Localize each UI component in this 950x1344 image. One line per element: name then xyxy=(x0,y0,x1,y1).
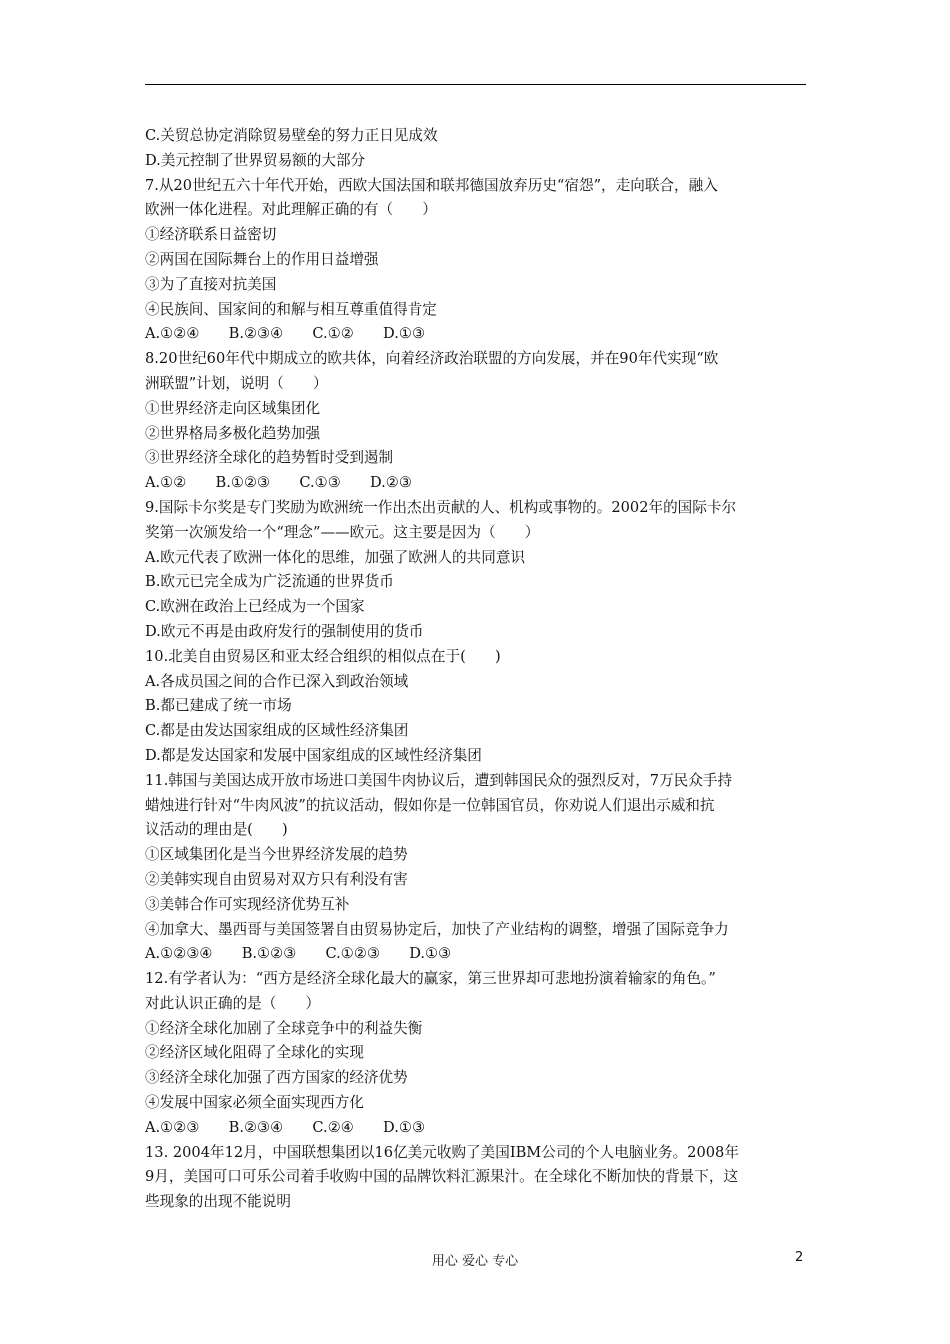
text-line: D.美元控制了世界贸易额的大部分 xyxy=(145,151,366,169)
text-line: C.关贸总协定消除贸易壁垒的努力正日见成效 xyxy=(145,127,438,144)
document-body xyxy=(145,124,810,1215)
text-line: D.欧元不再是由政府发行的强制使用的货币 xyxy=(145,622,424,640)
text-line: ③世界经济全球化的趋势暂时受到遏制 xyxy=(145,449,394,467)
text-line: ③美韩合作可实现经济优势互补 xyxy=(145,895,350,913)
text-line: A.欧元代表了欧洲一体化的思维，加强了欧洲人的共同意识 xyxy=(145,548,526,566)
text-line: ①经济联系日益密切 xyxy=(145,226,277,244)
text-line: C.都是由发达国家组成的区域性经济集团 xyxy=(145,722,409,740)
text-line: ③经济全球化加强了西方国家的经济优势 xyxy=(145,1069,408,1087)
text-line: ②世界格局多极化趋势加强 xyxy=(145,424,321,442)
text-line: 些现象的出现不能说明 xyxy=(145,1193,291,1211)
text-line: 议活动的理由是( ) xyxy=(145,821,288,839)
text-line: ①区域集团化是当今世界经济发展的趋势 xyxy=(145,846,408,864)
footer-slogan: 用心 爱心 专心 xyxy=(431,1254,519,1269)
text-line: ②美韩实现自由贸易对双方只有利没有害 xyxy=(145,870,408,888)
text-line: 8.20世纪60年代中期成立的欧共体，向着经济政治联盟的方向发展，并在90年代实现“欧 xyxy=(145,350,719,368)
text-line: D.都是发达国家和发展中国家组成的区域性经济集团 xyxy=(145,746,482,764)
page-number: 2 xyxy=(795,1250,804,1265)
text-line: 13. 2004年12月，中国联想集团以16亿美元收购了美国IBM公司的个人电脑业务。2008年 xyxy=(145,1143,739,1161)
text-line: 对此认识正确的是（ ） xyxy=(145,994,321,1012)
text-line: B.都已建成了统一市场 xyxy=(145,697,292,715)
text-line: A.①②③ B.②③④ C.②④ D.①③ xyxy=(145,1118,426,1136)
text-line: ③为了直接对抗美国 xyxy=(145,275,277,293)
text-line: 9月，美国可口可乐公司着手收购中国的品牌饮料汇源果汁。在全球化不断加快的背景下，这 xyxy=(145,1168,739,1186)
text-line: 蜡烛进行针对“牛肉风波”的抗议活动，假如你是一位韩国官员，你劝说人们退出示威和抗 xyxy=(145,796,715,814)
text-line: 欧洲一体化进程。对此理解正确的有（ ） xyxy=(145,201,437,219)
text-line: A.各成员国之间的合作已深入到政治领域 xyxy=(145,672,409,690)
text-line: 11.韩国与美国达成开放市场进口美国牛肉协议后，遭到韩国民众的强烈反对，7万民众手持 xyxy=(145,771,733,789)
text-line: C.欧洲在政治上已经成为一个国家 xyxy=(145,598,365,616)
text-line: A.①②③④ B.①②③ C.①②③ D.①③ xyxy=(145,945,452,963)
text-line: 洲联盟”计划，说明（ ） xyxy=(145,374,328,392)
text-line: ④发展中国家必须全面实现西方化 xyxy=(145,1094,364,1112)
text-line: ②两国在国际舞台上的作用日益增强 xyxy=(145,250,379,268)
text-line: 12.有学者认为：“西方是经济全球化最大的赢家，第三世界却可悲地扮演着输家的角色。” xyxy=(145,970,716,988)
text-line: A.①② B.①②③ C.①③ D.②③ xyxy=(145,474,412,492)
text-line: ④加拿大、墨西哥与美国签署自由贸易协定后，加快了产业结构的调整，增强了国际竞争力 xyxy=(145,920,729,938)
text-line: ①世界经济走向区域集团化 xyxy=(145,399,321,417)
text-line: 7.从20世纪五六十年代开始，西欧大国法国和联邦德国放弃历史“宿怨”，走向联合，融入 xyxy=(145,176,718,194)
text-line: 奖第一次颁发给一个“理念”——欧元。这主要是因为（ ） xyxy=(145,523,540,541)
text-line: ④民族间、国家间的和解与相互尊重值得肯定 xyxy=(145,300,437,318)
text-line: 10.北美自由贸易区和亚太经合组织的相似点在于( ) xyxy=(145,647,501,665)
text-line: ②经济区域化阻碍了全球化的实现 xyxy=(145,1044,364,1062)
text-line: 9.国际卡尔奖是专门奖励为欧洲统一作出杰出贡献的人、机构或事物的。2002年的国际卡尔 xyxy=(145,498,737,516)
header-rule xyxy=(145,84,806,85)
text-line: A.①②④ B.②③④ C.①② D.①③ xyxy=(145,325,426,343)
text-line: B.欧元已完全成为广泛流通的世界货币 xyxy=(145,573,394,591)
text-line: ①经济全球化加剧了全球竞争中的利益失衡 xyxy=(145,1019,423,1037)
